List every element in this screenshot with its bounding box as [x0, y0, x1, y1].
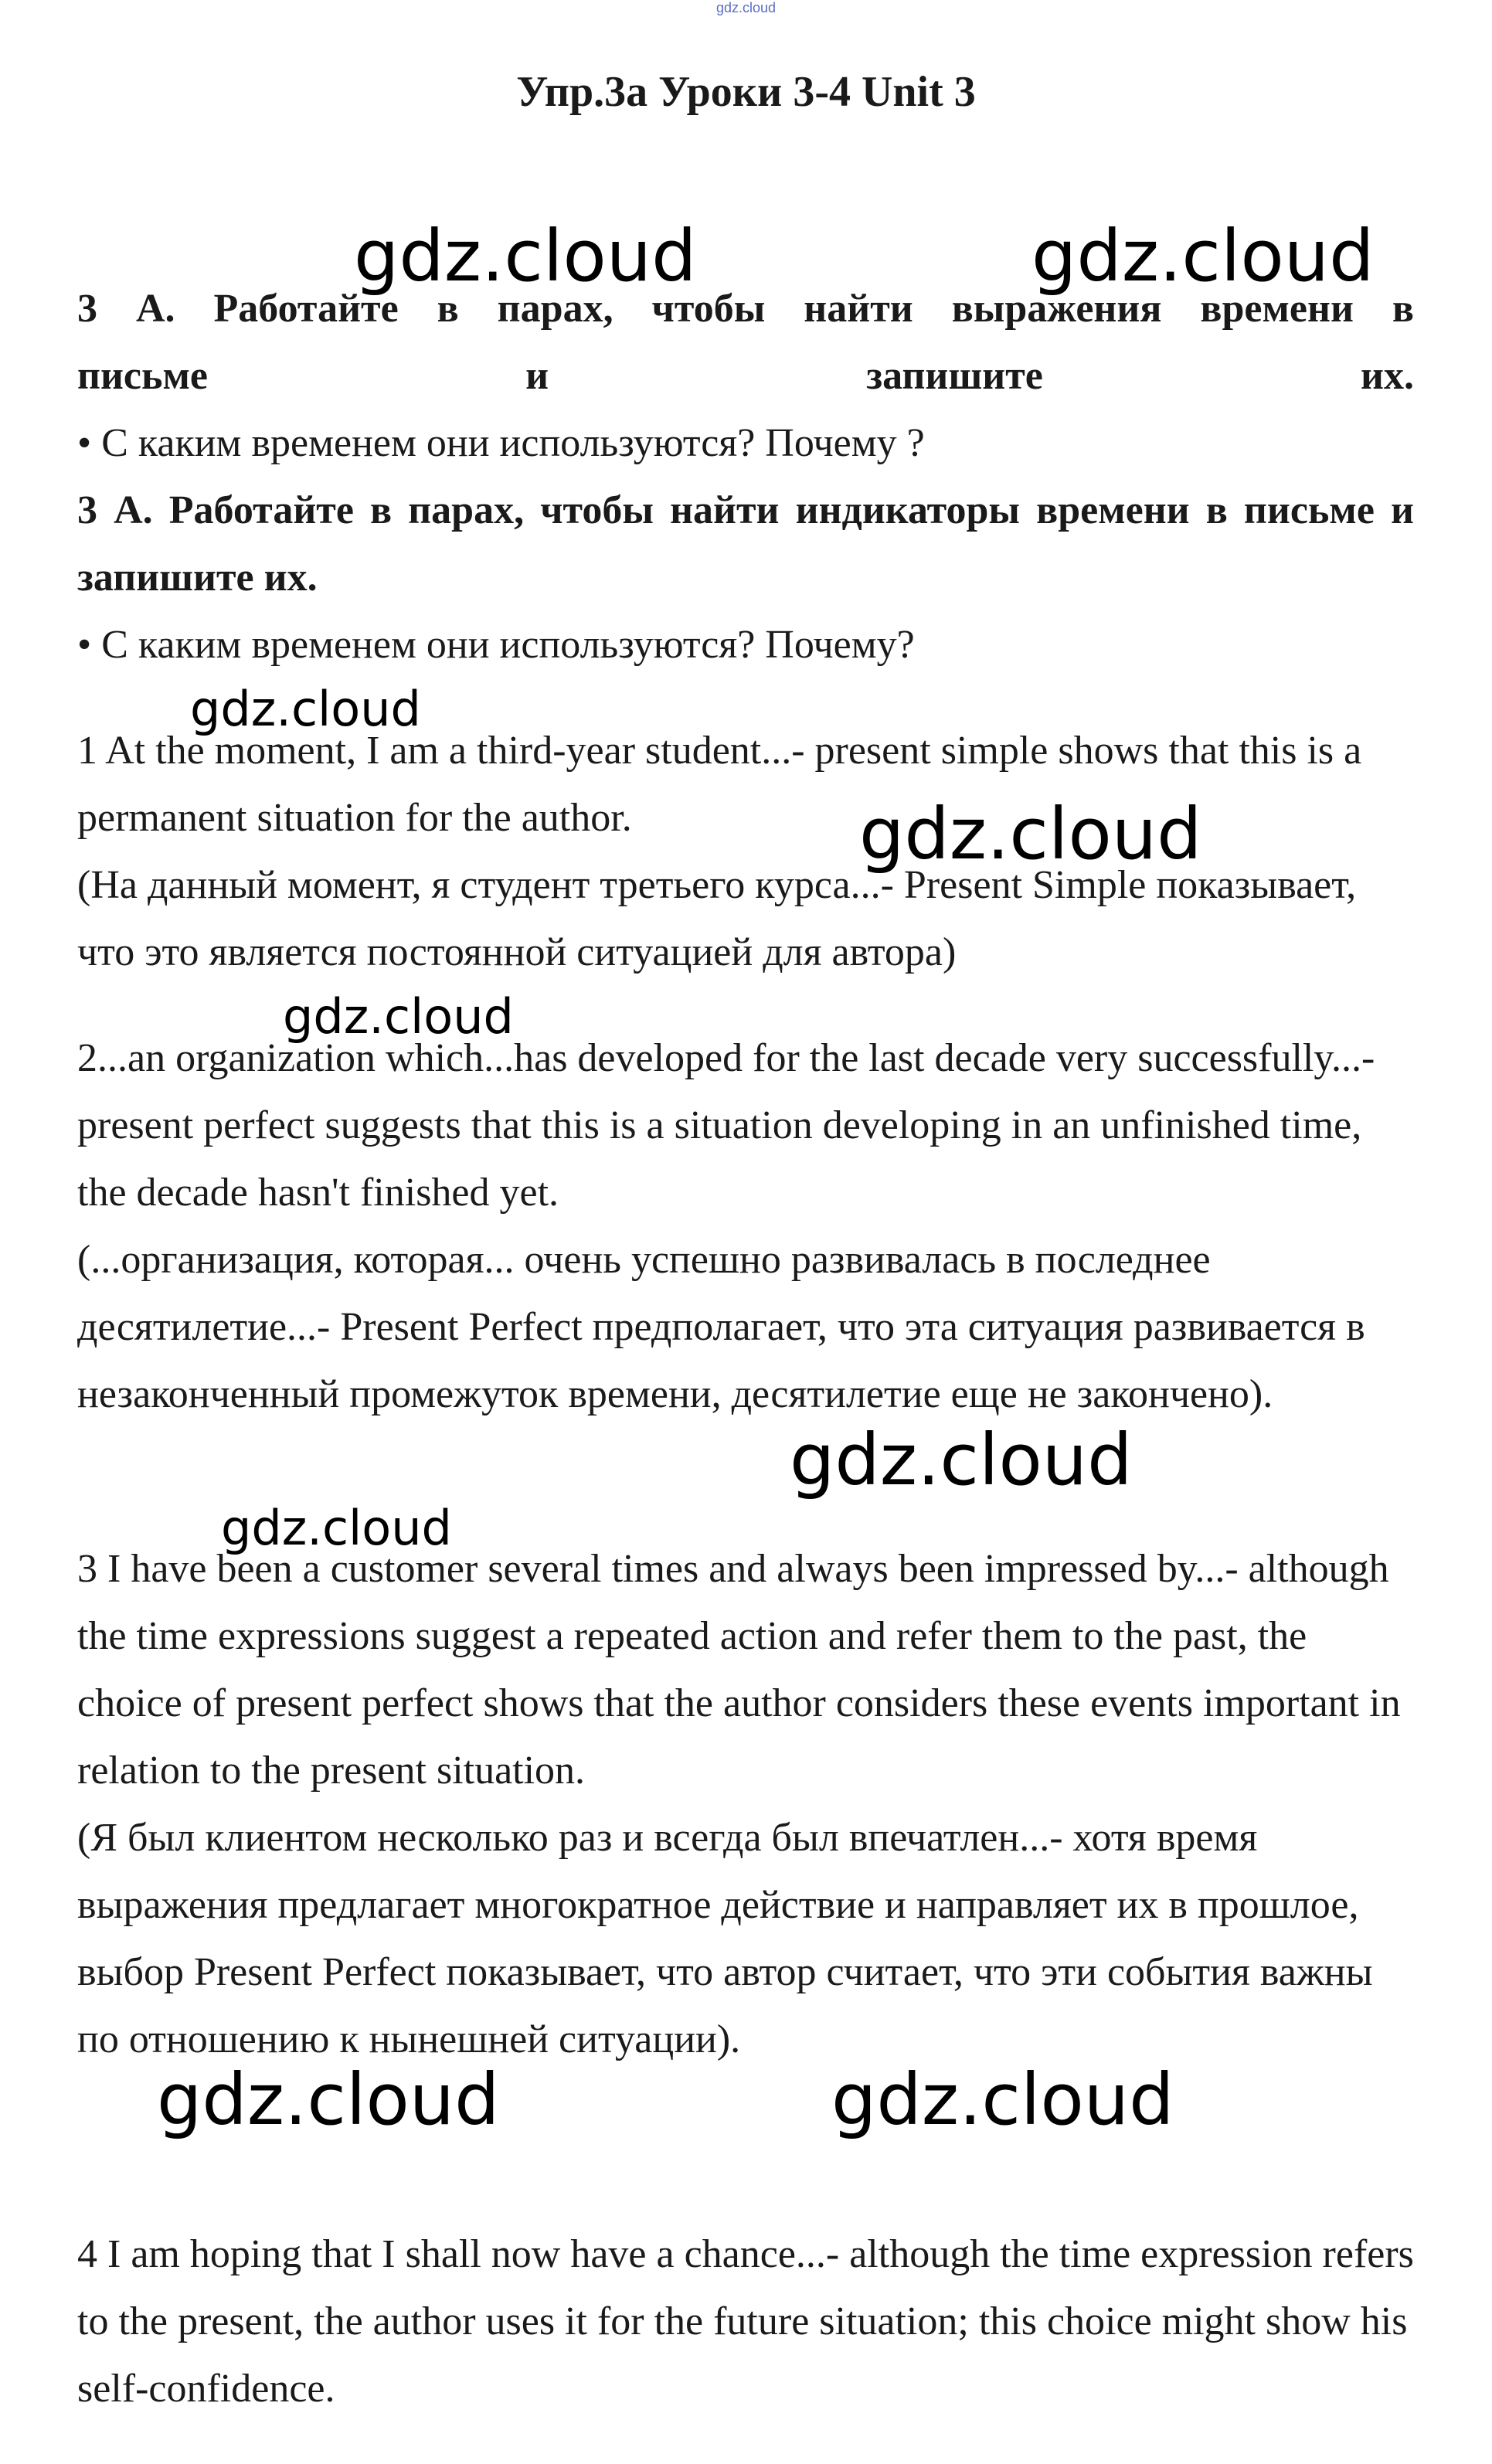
- answer-3-english: 3 I have been a customer several times and always been impressed by...- although the time expressions suggest a repeated action and refer them to the past, the choice of present perfect shows that the author considers these events important in relation to the present situation.: [77, 1547, 1401, 1793]
- answer-1-russian: (На данный момент, я студент третьего курса...- Present Simple показывает, что это является постоянной ситуацией для автора): [77, 863, 1357, 974]
- answer-4-english: 4 I am hoping that I shall now have a chance...- although the time expression refers to the present, the author uses it for the future situation; this choice might show his self-confidence.: [77, 2232, 1414, 2411]
- answer-1-english: 1 At the moment, I am a third-year student...- present simple shows that this is a permanent situation for the author.: [77, 729, 1362, 840]
- watermark: gdz.cloud: [157, 2058, 500, 2141]
- top-watermark: gdz.cloud: [715, 0, 777, 15]
- answer-2-english: 2...an organization which...has developed for the last decade very successfully...- present perfect suggests that this is a situation developing in an unfinished time, the decade hasn't finished yet.: [77, 1036, 1375, 1215]
- watermark: gdz.cloud: [354, 215, 697, 297]
- answer-4: [77, 2221, 1414, 2422]
- answer-3: [77, 1535, 1414, 2073]
- answer-2: [77, 1025, 1414, 1428]
- watermark: gdz.cloud: [859, 793, 1202, 875]
- watermark: gdz.cloud: [190, 681, 421, 737]
- answer-3-russian: (Я был клиентом несколько раз и всегда был впечатлен...- хотя время выражения предлагает многократное действие и направляет их в прошлое, выбор Present Perfect показывает, что автор считает, что эти события важны по отношению к нынешней ситуации).: [77, 1816, 1373, 2061]
- watermark: gdz.cloud: [831, 2058, 1174, 2141]
- watermark: gdz.cloud: [283, 988, 514, 1045]
- task-question-1: • С каким временем они используются? Почему ?: [77, 421, 925, 465]
- task-section: [77, 275, 1414, 678]
- task-heading-2: 3 А. Работайте в парах, чтобы найти индикаторы времени в письме и запишите их.: [77, 488, 1414, 600]
- task-heading-1-line-1: 3 А. Работайте в парах, чтобы найти выражения времени в: [77, 287, 1414, 331]
- watermark: gdz.cloud: [1031, 215, 1375, 297]
- page-title: Упр.3а Уроки 3-4 Unit 3: [516, 68, 976, 116]
- answer-1: [77, 717, 1414, 986]
- task-heading-1-line-2: письме и запишите их.: [77, 354, 1414, 398]
- watermark: gdz.cloud: [221, 1500, 452, 1556]
- task-question-2: • С каким временем они используются? Почему?: [77, 623, 915, 667]
- answer-2-russian: (...организация, которая... очень успешно развивалась в последнее десятилетие...- Present Perfect предполагает, что эта ситуация развивается в незаконченный промежуток времени, десятилетие еще не закончено).: [77, 1238, 1365, 1416]
- watermark: gdz.cloud: [790, 1419, 1133, 1501]
